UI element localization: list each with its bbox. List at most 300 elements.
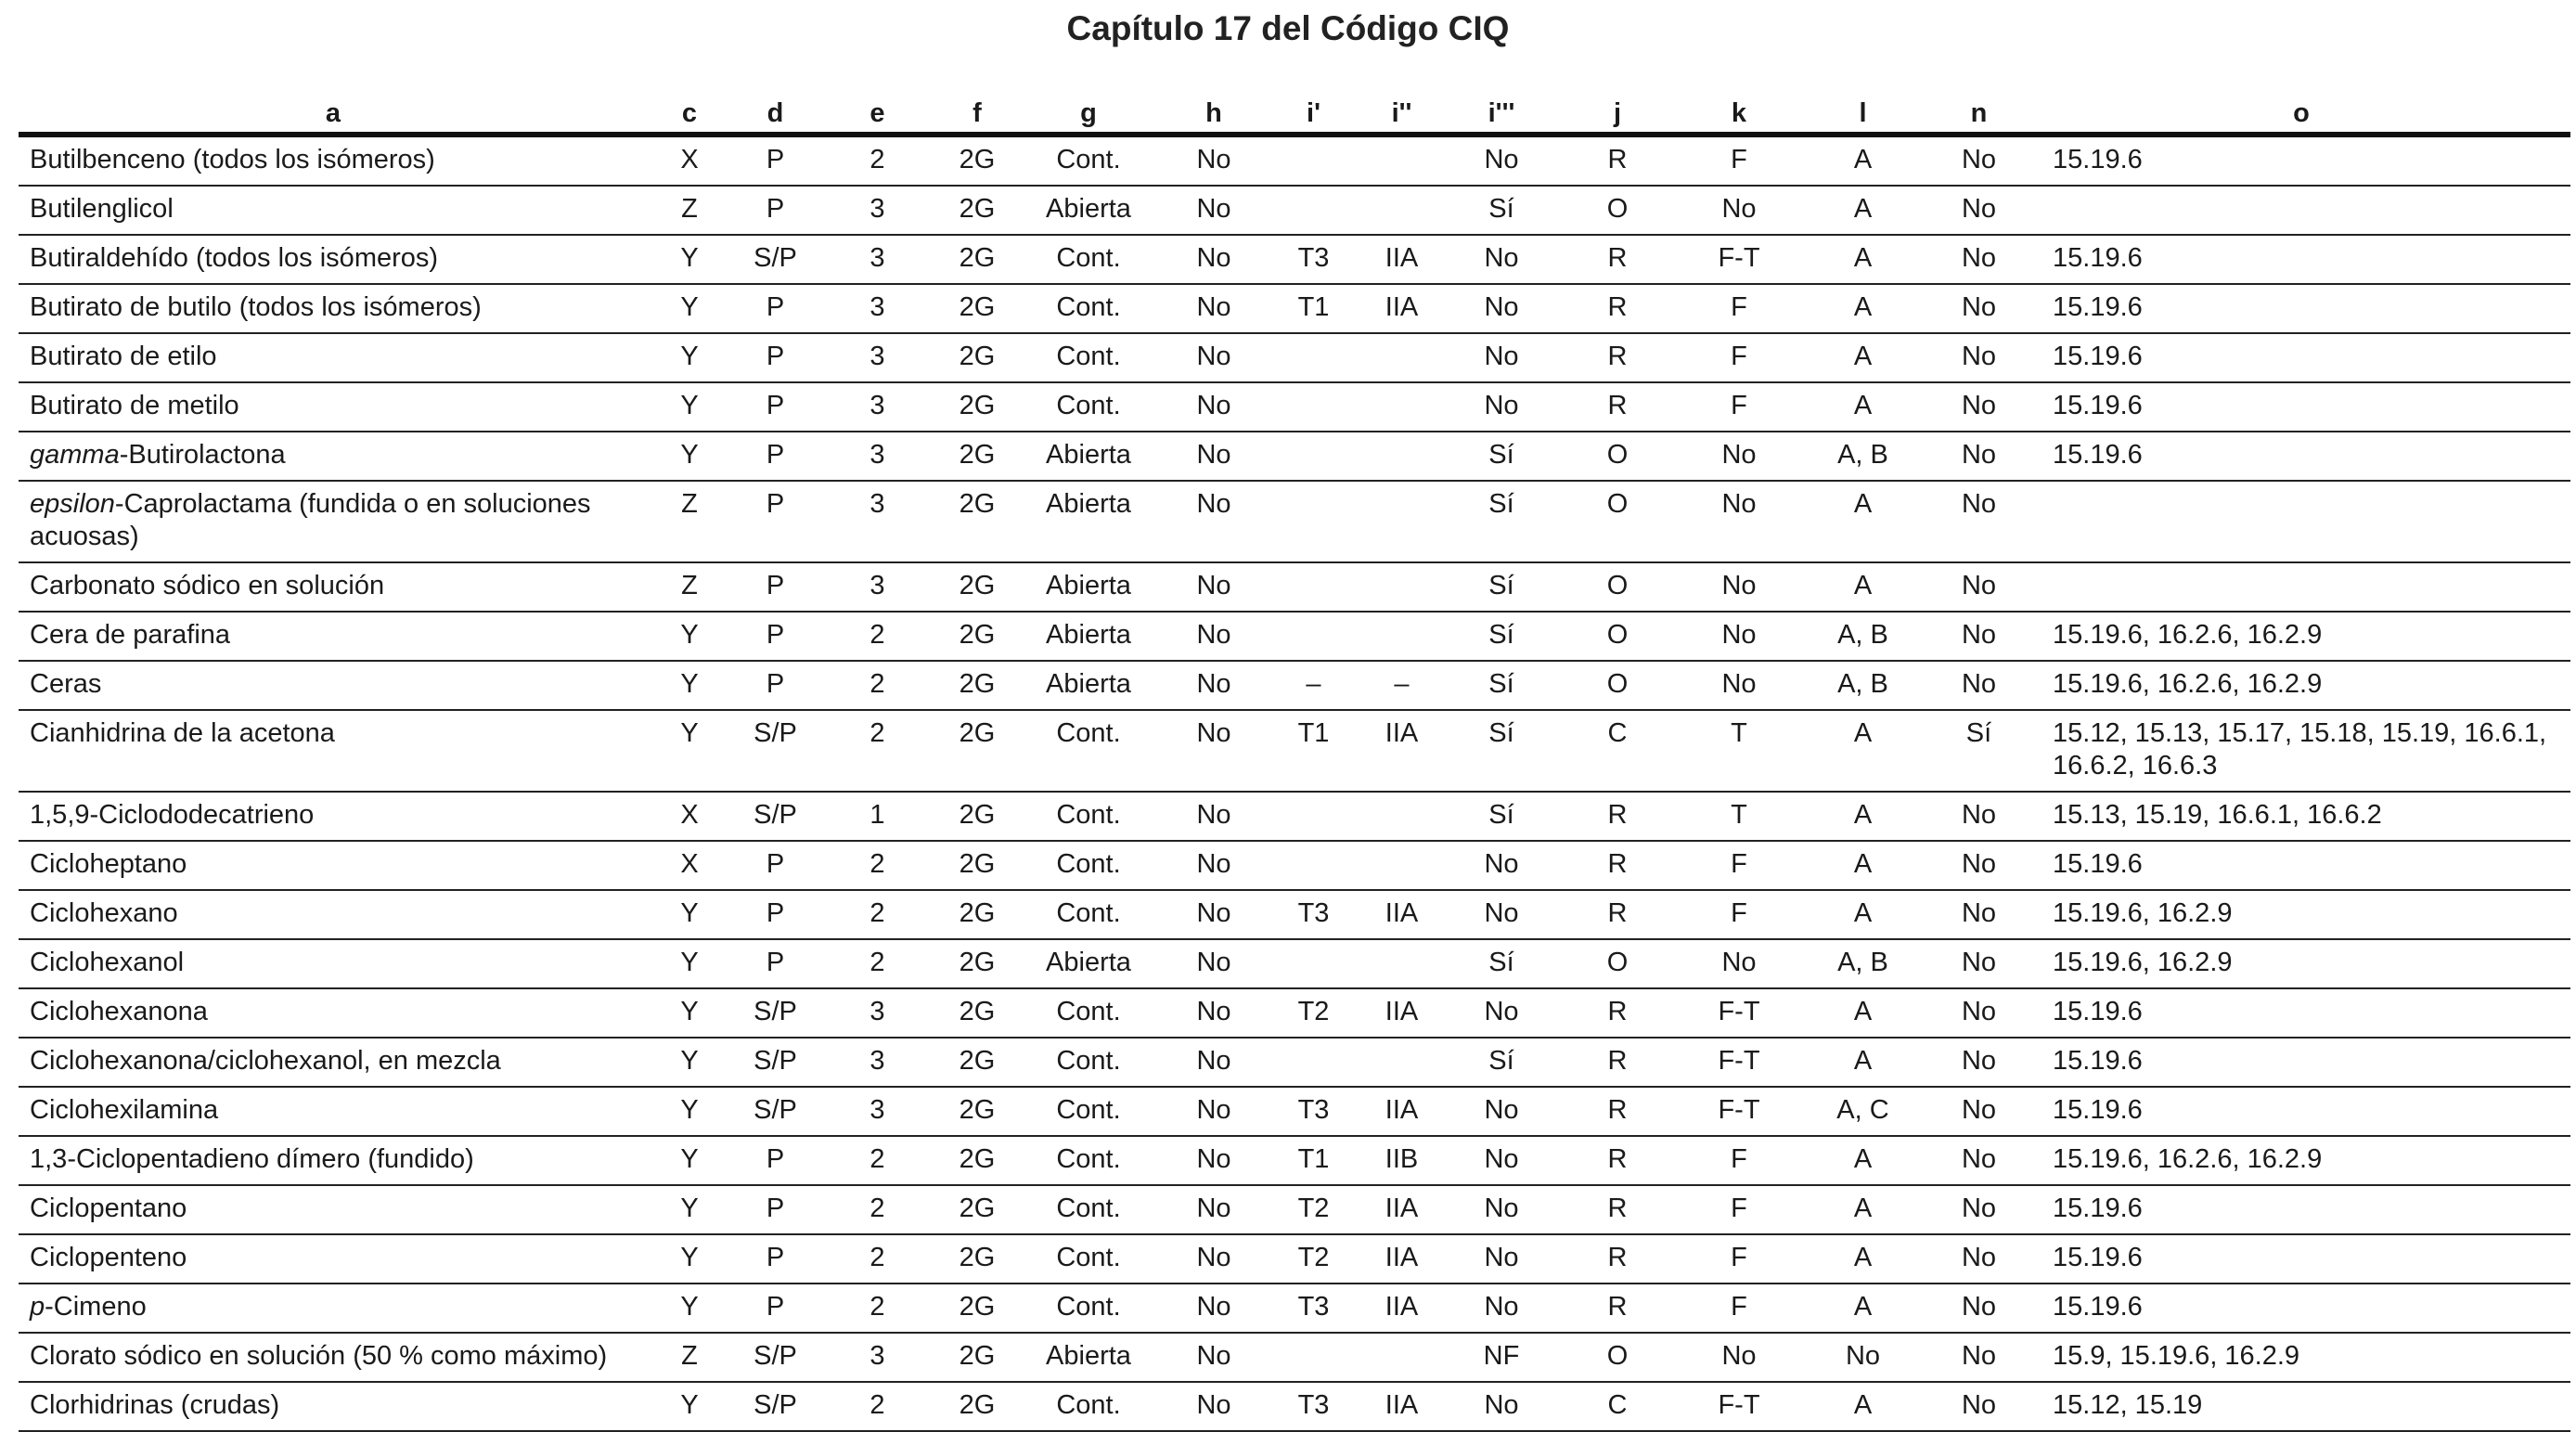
cell-l: A — [1800, 890, 1926, 939]
chemicals-table — [19, 89, 2570, 1432]
product-name-text: Ciclohexilamina — [30, 1095, 219, 1125]
cell-e: 3 — [819, 382, 935, 432]
cell-j: R — [1557, 333, 1678, 382]
cell-d: P — [731, 481, 819, 562]
cell-i2 — [1358, 1333, 1446, 1382]
cell-o: 15.19.6, 16.2.6, 16.2.9 — [2032, 1136, 2570, 1185]
cell-i2: IIB — [1358, 1136, 1446, 1185]
product-name-text: Ciclohexanona — [30, 997, 208, 1026]
cell-n: No — [1926, 792, 2032, 841]
cell-c: Y — [648, 710, 731, 792]
cell-j: C — [1557, 1382, 1678, 1431]
cell-d: P — [731, 333, 819, 382]
cell-k: T — [1678, 710, 1800, 792]
cell-h: No — [1158, 235, 1269, 284]
cell-j: O — [1557, 481, 1678, 562]
cell-l: A, B — [1800, 432, 1926, 481]
cell-c: X — [648, 135, 731, 186]
cell-n: No — [1926, 562, 2032, 612]
cell-o: 15.19.6 — [2032, 1087, 2570, 1136]
cell-n: No — [1926, 1333, 2032, 1382]
cell-d: P — [731, 382, 819, 432]
cell-g: Abierta — [1019, 562, 1158, 612]
cell-d: S/P — [731, 792, 819, 841]
cell-k: F-T — [1678, 1382, 1800, 1431]
cell-j: R — [1557, 988, 1678, 1038]
header-d: d — [731, 89, 819, 135]
cell-i2 — [1358, 382, 1446, 432]
cell-j: R — [1557, 841, 1678, 890]
cell-i3: No — [1446, 1087, 1557, 1136]
product-name-text: 1,5,9-Ciclododecatrieno — [30, 800, 315, 830]
cell-l: A — [1800, 1038, 1926, 1087]
cell-i1 — [1269, 562, 1358, 612]
cell-g: Cont. — [1019, 1087, 1158, 1136]
cell-f: 2G — [935, 1087, 1019, 1136]
header-j: j — [1557, 89, 1678, 135]
cell-l: A — [1800, 333, 1926, 382]
cell-i1: T3 — [1269, 890, 1358, 939]
cell-product-name — [19, 333, 648, 382]
cell-k: No — [1678, 939, 1800, 988]
cell-f: 2G — [935, 939, 1019, 988]
cell-h: No — [1158, 1284, 1269, 1333]
cell-f: 2G — [935, 1136, 1019, 1185]
cell-f: 2G — [935, 1333, 1019, 1382]
header-g: g — [1019, 89, 1158, 135]
cell-d: S/P — [731, 710, 819, 792]
cell-n: No — [1926, 284, 2032, 333]
cell-o — [2032, 186, 2570, 235]
cell-e: 3 — [819, 1087, 935, 1136]
cell-l: A — [1800, 1382, 1926, 1431]
table-row — [19, 432, 2570, 481]
cell-product-name — [19, 481, 648, 562]
cell-g: Cont. — [1019, 382, 1158, 432]
cell-i3: Sí — [1446, 710, 1557, 792]
table-row — [19, 135, 2570, 186]
cell-j: R — [1557, 1284, 1678, 1333]
cell-product-name — [19, 1136, 648, 1185]
cell-i3: Sí — [1446, 661, 1557, 710]
cell-l: A — [1800, 284, 1926, 333]
cell-o: 15.19.6 — [2032, 382, 2570, 432]
cell-c: Y — [648, 235, 731, 284]
cell-o: 15.19.6 — [2032, 1038, 2570, 1087]
product-name-text: Ceras — [30, 669, 102, 699]
cell-l: A — [1800, 1284, 1926, 1333]
cell-e: 3 — [819, 235, 935, 284]
cell-h: No — [1158, 939, 1269, 988]
cell-i2: IIA — [1358, 1234, 1446, 1284]
cell-c: Y — [648, 1087, 731, 1136]
cell-i1: T1 — [1269, 710, 1358, 792]
cell-h: No — [1158, 988, 1269, 1038]
cell-i3: No — [1446, 135, 1557, 186]
cell-o: 15.12, 15.19 — [2032, 1382, 2570, 1431]
header-c: c — [648, 89, 731, 135]
cell-n: No — [1926, 235, 2032, 284]
cell-d: P — [731, 1136, 819, 1185]
cell-k: F-T — [1678, 1087, 1800, 1136]
cell-l: A — [1800, 1185, 1926, 1234]
cell-i2 — [1358, 841, 1446, 890]
cell-c: Y — [648, 1284, 731, 1333]
cell-d: P — [731, 432, 819, 481]
cell-i3: No — [1446, 235, 1557, 284]
cell-h: No — [1158, 382, 1269, 432]
cell-j: C — [1557, 710, 1678, 792]
product-name-text: Butilbenceno (todos los isómeros) — [30, 145, 435, 174]
table-row — [19, 841, 2570, 890]
cell-i2: IIA — [1358, 1185, 1446, 1234]
cell-n: Sí — [1926, 710, 2032, 792]
cell-product-name — [19, 432, 648, 481]
cell-product-name — [19, 1185, 648, 1234]
cell-i1 — [1269, 612, 1358, 661]
cell-n: No — [1926, 841, 2032, 890]
cell-i1 — [1269, 333, 1358, 382]
cell-e: 3 — [819, 333, 935, 382]
cell-f: 2G — [935, 1185, 1019, 1234]
cell-i3: NF — [1446, 1333, 1557, 1382]
cell-i3: Sí — [1446, 186, 1557, 235]
cell-i2: IIA — [1358, 890, 1446, 939]
cell-c: Y — [648, 661, 731, 710]
cell-k: No — [1678, 562, 1800, 612]
cell-j: R — [1557, 1038, 1678, 1087]
cell-e: 2 — [819, 1234, 935, 1284]
table-row — [19, 988, 2570, 1038]
cell-c: Y — [648, 612, 731, 661]
cell-g: Cont. — [1019, 1234, 1158, 1284]
cell-product-name — [19, 1284, 648, 1333]
cell-f: 2G — [935, 661, 1019, 710]
cell-f: 2G — [935, 1234, 1019, 1284]
table-row — [19, 186, 2570, 235]
cell-i3: Sí — [1446, 612, 1557, 661]
table-row — [19, 890, 2570, 939]
cell-i1 — [1269, 135, 1358, 186]
cell-n: No — [1926, 612, 2032, 661]
cell-j: R — [1557, 1185, 1678, 1234]
cell-e: 2 — [819, 890, 935, 939]
cell-c: Y — [648, 890, 731, 939]
cell-l: A — [1800, 988, 1926, 1038]
cell-i3: No — [1446, 1284, 1557, 1333]
table-row — [19, 481, 2570, 562]
cell-c: Z — [648, 562, 731, 612]
cell-n: No — [1926, 1136, 2032, 1185]
cell-k: No — [1678, 432, 1800, 481]
cell-i2 — [1358, 562, 1446, 612]
cell-product-name — [19, 792, 648, 841]
cell-i2 — [1358, 186, 1446, 235]
cell-g: Abierta — [1019, 612, 1158, 661]
cell-g: Abierta — [1019, 661, 1158, 710]
product-name-text: Butirato de metilo — [30, 391, 239, 420]
cell-c: Y — [648, 333, 731, 382]
cell-c: Z — [648, 481, 731, 562]
product-name-text: Clorato sódico en solución (50 % como máximo) — [30, 1341, 608, 1371]
cell-i3: Sí — [1446, 1038, 1557, 1087]
cell-c: X — [648, 841, 731, 890]
cell-i1 — [1269, 1038, 1358, 1087]
product-name-text: Butirato de butilo (todos los isómeros) — [30, 292, 482, 322]
cell-e: 2 — [819, 612, 935, 661]
product-name-text: Cicloheptano — [30, 849, 187, 879]
cell-product-name — [19, 890, 648, 939]
cell-i2: IIA — [1358, 710, 1446, 792]
cell-product-name — [19, 939, 648, 988]
cell-f: 2G — [935, 841, 1019, 890]
cell-k: No — [1678, 186, 1800, 235]
cell-g: Cont. — [1019, 1382, 1158, 1431]
cell-o: 15.19.6 — [2032, 235, 2570, 284]
cell-h: No — [1158, 1087, 1269, 1136]
product-name-prefix: gamma — [30, 440, 120, 470]
cell-n: No — [1926, 890, 2032, 939]
cell-k: T — [1678, 792, 1800, 841]
cell-i1: T3 — [1269, 1087, 1358, 1136]
cell-g: Cont. — [1019, 1284, 1158, 1333]
cell-h: No — [1158, 562, 1269, 612]
cell-i1: T2 — [1269, 988, 1358, 1038]
cell-k: F — [1678, 1185, 1800, 1234]
cell-i2: IIA — [1358, 988, 1446, 1038]
cell-l: A — [1800, 792, 1926, 841]
cell-h: No — [1158, 792, 1269, 841]
cell-i1: T3 — [1269, 1284, 1358, 1333]
cell-j: R — [1557, 792, 1678, 841]
cell-l: A, B — [1800, 939, 1926, 988]
product-name-text: Butiraldehído (todos los isómeros) — [30, 243, 439, 273]
cell-e: 3 — [819, 562, 935, 612]
cell-c: Y — [648, 1234, 731, 1284]
cell-k: No — [1678, 661, 1800, 710]
cell-g: Abierta — [1019, 186, 1158, 235]
cell-l: A — [1800, 841, 1926, 890]
cell-i3: No — [1446, 988, 1557, 1038]
cell-d: P — [731, 1185, 819, 1234]
cell-l: A, C — [1800, 1087, 1926, 1136]
cell-f: 2G — [935, 988, 1019, 1038]
cell-h: No — [1158, 1185, 1269, 1234]
cell-h: No — [1158, 710, 1269, 792]
cell-i1: T1 — [1269, 284, 1358, 333]
cell-i1 — [1269, 792, 1358, 841]
cell-f: 2G — [935, 432, 1019, 481]
cell-k: F-T — [1678, 235, 1800, 284]
cell-f: 2G — [935, 562, 1019, 612]
cell-i2: – — [1358, 661, 1446, 710]
cell-n: No — [1926, 333, 2032, 382]
cell-i2 — [1358, 481, 1446, 562]
cell-o: 15.19.6 — [2032, 841, 2570, 890]
cell-d: P — [731, 939, 819, 988]
cell-i3: No — [1446, 1382, 1557, 1431]
cell-n: No — [1926, 1087, 2032, 1136]
cell-o — [2032, 481, 2570, 562]
cell-i2: IIA — [1358, 235, 1446, 284]
header-l: l — [1800, 89, 1926, 135]
cell-g: Abierta — [1019, 1333, 1158, 1382]
cell-h: No — [1158, 481, 1269, 562]
cell-j: R — [1557, 1136, 1678, 1185]
cell-n: No — [1926, 988, 2032, 1038]
cell-i3: No — [1446, 284, 1557, 333]
cell-o: 15.19.6, 16.2.6, 16.2.9 — [2032, 661, 2570, 710]
cell-d: S/P — [731, 1087, 819, 1136]
cell-c: X — [648, 792, 731, 841]
cell-l: A — [1800, 710, 1926, 792]
table-row — [19, 235, 2570, 284]
product-name-prefix: epsilon — [30, 489, 115, 519]
cell-e: 2 — [819, 939, 935, 988]
table-row — [19, 562, 2570, 612]
cell-f: 2G — [935, 481, 1019, 562]
cell-j: O — [1557, 612, 1678, 661]
table-row — [19, 792, 2570, 841]
cell-h: No — [1158, 841, 1269, 890]
cell-i3: Sí — [1446, 481, 1557, 562]
cell-i2 — [1358, 1038, 1446, 1087]
cell-f: 2G — [935, 235, 1019, 284]
cell-o: 15.19.6 — [2032, 1234, 2570, 1284]
cell-e: 3 — [819, 1038, 935, 1087]
cell-i3: Sí — [1446, 562, 1557, 612]
cell-o: 15.19.6, 16.2.6, 16.2.9 — [2032, 612, 2570, 661]
cell-n: No — [1926, 1185, 2032, 1234]
cell-product-name — [19, 1234, 648, 1284]
table-row — [19, 939, 2570, 988]
cell-i2: IIA — [1358, 1284, 1446, 1333]
cell-l: A, B — [1800, 661, 1926, 710]
cell-n: No — [1926, 481, 2032, 562]
cell-o: 15.19.6, 16.2.9 — [2032, 939, 2570, 988]
cell-j: O — [1557, 939, 1678, 988]
product-name-text: Ciclohexanona/ciclohexanol, en mezcla — [30, 1046, 501, 1076]
cell-f: 2G — [935, 710, 1019, 792]
cell-h: No — [1158, 186, 1269, 235]
table-body — [19, 135, 2570, 1431]
table-row — [19, 612, 2570, 661]
cell-d: S/P — [731, 1382, 819, 1431]
cell-e: 2 — [819, 841, 935, 890]
table-row — [19, 661, 2570, 710]
table-row — [19, 1333, 2570, 1382]
cell-g: Cont. — [1019, 1038, 1158, 1087]
table-row — [19, 710, 2570, 792]
cell-n: No — [1926, 939, 2032, 988]
cell-g: Cont. — [1019, 284, 1158, 333]
cell-j: O — [1557, 432, 1678, 481]
cell-e: 3 — [819, 186, 935, 235]
cell-i1: T1 — [1269, 1136, 1358, 1185]
cell-e: 3 — [819, 432, 935, 481]
cell-k: F-T — [1678, 988, 1800, 1038]
cell-e: 1 — [819, 792, 935, 841]
cell-i2 — [1358, 333, 1446, 382]
cell-n: No — [1926, 186, 2032, 235]
cell-o: 15.9, 15.19.6, 16.2.9 — [2032, 1333, 2570, 1382]
cell-c: Z — [648, 1333, 731, 1382]
cell-o — [2032, 562, 2570, 612]
cell-d: P — [731, 890, 819, 939]
cell-i1: T2 — [1269, 1185, 1358, 1234]
cell-j: O — [1557, 1333, 1678, 1382]
cell-o: 15.12, 15.13, 15.17, 15.18, 15.19, 16.6.1, 16.6.2, 16.6.3 — [2032, 710, 2570, 792]
cell-i2: IIA — [1358, 284, 1446, 333]
cell-k: F — [1678, 1234, 1800, 1284]
cell-i1 — [1269, 939, 1358, 988]
cell-i1 — [1269, 481, 1358, 562]
cell-i3: No — [1446, 1136, 1557, 1185]
cell-f: 2G — [935, 333, 1019, 382]
cell-d: P — [731, 1234, 819, 1284]
table-row — [19, 284, 2570, 333]
cell-k: F — [1678, 382, 1800, 432]
cell-f: 2G — [935, 135, 1019, 186]
cell-h: No — [1158, 284, 1269, 333]
cell-product-name — [19, 186, 648, 235]
cell-i2: IIA — [1358, 1382, 1446, 1431]
table-row — [19, 1382, 2570, 1431]
cell-e: 2 — [819, 135, 935, 186]
product-name-text: Clorhidrinas (crudas) — [30, 1390, 280, 1420]
cell-d: S/P — [731, 1333, 819, 1382]
cell-j: O — [1557, 186, 1678, 235]
product-name-text: -Butirolactona — [119, 440, 286, 470]
cell-f: 2G — [935, 890, 1019, 939]
cell-i1 — [1269, 382, 1358, 432]
header-f: f — [935, 89, 1019, 135]
cell-i1: – — [1269, 661, 1358, 710]
table-row — [19, 1185, 2570, 1234]
cell-g: Cont. — [1019, 135, 1158, 186]
cell-i2 — [1358, 792, 1446, 841]
cell-product-name — [19, 382, 648, 432]
cell-c: Y — [648, 1382, 731, 1431]
header-e: e — [819, 89, 935, 135]
cell-product-name — [19, 661, 648, 710]
cell-e: 2 — [819, 710, 935, 792]
product-name-text: Butirato de etilo — [30, 342, 217, 371]
cell-i1 — [1269, 432, 1358, 481]
cell-j: O — [1557, 562, 1678, 612]
cell-n: No — [1926, 135, 2032, 186]
cell-product-name — [19, 710, 648, 792]
cell-i1: T2 — [1269, 1234, 1358, 1284]
cell-o: 15.19.6 — [2032, 1185, 2570, 1234]
cell-k: F-T — [1678, 1038, 1800, 1087]
product-name-text: Ciclohexano — [30, 898, 178, 928]
cell-k: F — [1678, 333, 1800, 382]
cell-g: Cont. — [1019, 841, 1158, 890]
table-row — [19, 333, 2570, 382]
cell-i2 — [1358, 432, 1446, 481]
cell-i2 — [1358, 135, 1446, 186]
cell-j: R — [1557, 235, 1678, 284]
header-i3: i''' — [1446, 89, 1557, 135]
product-name-text: -Caprolactama (fundida o en soluciones acuosas) — [30, 489, 591, 551]
cell-n: No — [1926, 1382, 2032, 1431]
cell-k: F — [1678, 284, 1800, 333]
cell-o: 15.19.6 — [2032, 284, 2570, 333]
cell-l: A — [1800, 481, 1926, 562]
product-name-text: Cera de parafina — [30, 620, 231, 650]
cell-c: Y — [648, 382, 731, 432]
